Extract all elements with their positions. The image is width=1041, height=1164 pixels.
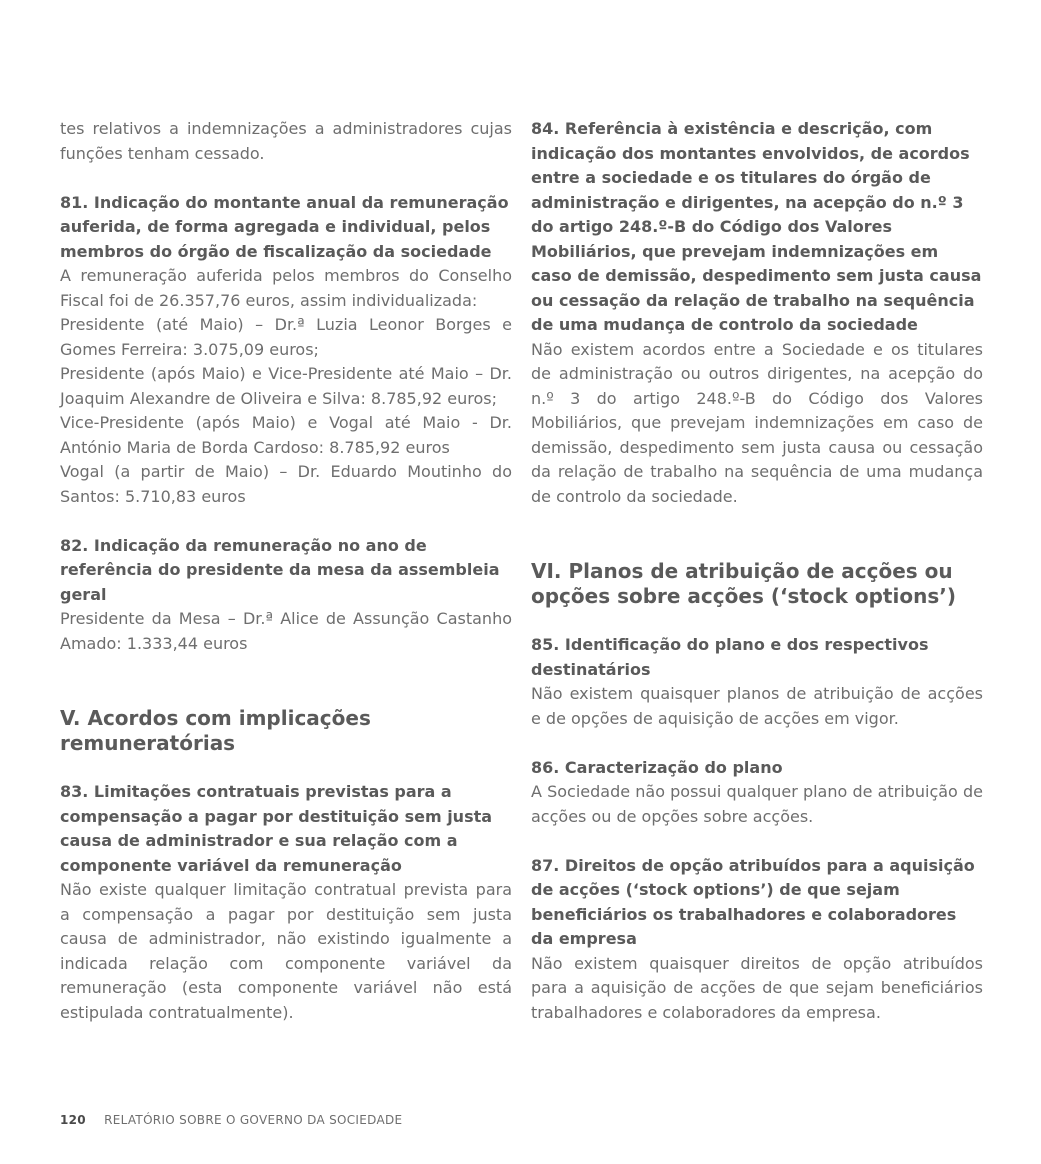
section-82 xyxy=(60,534,512,657)
chapter-v-title: V. Acordos com implicações remuneratórias xyxy=(60,706,371,755)
section-82-body: Presidente da Mesa – Dr.ª Alice de Assunção Castanho Amado: 1.333,44 euros xyxy=(60,609,512,653)
spacer xyxy=(531,829,983,854)
spacer xyxy=(60,656,512,706)
section-81-line: Vice-Presidente (após Maio) e Vogal até Maio - Dr. António Maria de Borda Cardoso: 8.785,92 euros xyxy=(60,413,512,457)
section-83 xyxy=(60,780,512,1025)
section-87-heading: 87. Direitos de opção atribuídos para a aquisição de acções (‘stock options’) de que sejam beneficiários os trabalhadores e colaboradores da empresa xyxy=(531,855,975,948)
page-number: 120 xyxy=(60,1113,86,1127)
chapter-vi-title: VI. Planos de atribuição de acções ou opções sobre acções (‘stock options’) xyxy=(531,559,956,608)
section-87 xyxy=(531,854,983,1026)
section-81-line: Vogal (a partir de Maio) – Dr. Eduardo Moutinho do Santos: 5.710,83 euros xyxy=(60,462,512,506)
section-82-heading: 82. Indicação da remuneração no ano de referência do presidente da mesa da assembleia geral xyxy=(60,535,500,604)
section-85-body: Não existem quaisquer planos de atribuição de acções e de opções de aquisição de acções em vigor. xyxy=(531,684,983,728)
section-83-body: Não existe qualquer limitação contratual prevista para a compensação a pagar por destituição sem justa causa de administrador, não existindo igualmente a indicada relação com componente variável da remuneração (esta componente variável não está estipulada contratualmente). xyxy=(60,880,512,1022)
section-86-body: A Sociedade não possui qualquer plano de atribuição de acções ou de opções sobre acções. xyxy=(531,782,983,826)
section-84 xyxy=(531,117,983,509)
section-86 xyxy=(531,756,983,830)
section-85-heading: 85. Identificação do plano e dos respectivos destinatários xyxy=(531,635,929,679)
spacer xyxy=(60,509,512,534)
left-column xyxy=(60,117,512,1025)
footer-title: RELATÓRIO SOBRE O GOVERNO DA SOCIEDADE xyxy=(104,1113,403,1127)
page-footer xyxy=(60,1113,402,1127)
spacer xyxy=(60,756,512,780)
spacer xyxy=(60,166,512,191)
section-85 xyxy=(531,633,983,731)
section-84-heading: 84. Referência à existência e descrição, com indicação dos montantes envolvidos, de acordos entre a sociedade e os titulares do órgão de administração e dirigentes, na acepção do n.º 3 do artigo 248.º-B do Código dos Valores Mobiliários, que prevejam indemnizações em caso de demissão, despedimento sem justa causa ou cessação da relação de trabalho na sequência de uma mudança de controlo da sociedade xyxy=(531,119,982,334)
spacer xyxy=(531,509,983,559)
right-column xyxy=(531,117,983,1025)
section-86-heading: 86. Caracterização do plano xyxy=(531,757,783,777)
section-81-line: A remuneração auferida pelos membros do Conselho Fiscal foi de 26.357,76 euros, assim individualizada: xyxy=(60,266,512,310)
section-81-line: Presidente (até Maio) – Dr.ª Luzia Leonor Borges e Gomes Ferreira: 3.075,09 euros; xyxy=(60,315,512,359)
section-81 xyxy=(60,191,512,510)
spacer xyxy=(531,731,983,756)
intro-paragraph: tes relativos a indemnizações a administradores cujas funções tenham cessado. xyxy=(60,119,512,163)
section-84-body: Não existem acordos entre a Sociedade e os titulares de administração ou outros dirigentes, na acepção do n.º 3 do artigo 248.º-B do Código dos Valores Mobiliários, que prevejam indemnizações em caso de demissão, despedimento sem justa causa ou cessação da relação de trabalho na sequência de uma mudança de controlo da sociedade. xyxy=(531,339,983,506)
section-81-heading: 81. Indicação do montante anual da remuneração auferida, de forma agregada e individual, pelos membros do órgão de fiscalização da sociedade xyxy=(60,192,509,261)
section-83-heading: 83. Limitações contratuais previstas para a compensação a pagar por destituição sem justa causa de administrador e sua relação com a componente variável da remuneração xyxy=(60,782,493,875)
section-87-body: Não existem quaisquer direitos de opção atribuídos para a aquisição de acções de que sejam beneficiários trabalhadores e colaboradores da empresa. xyxy=(531,953,983,1022)
spacer xyxy=(531,609,983,633)
section-81-line: Presidente (após Maio) e Vice-Presidente até Maio – Dr. Joaquim Alexandre de Oliveira e Silva: 8.785,92 euros; xyxy=(60,364,512,408)
